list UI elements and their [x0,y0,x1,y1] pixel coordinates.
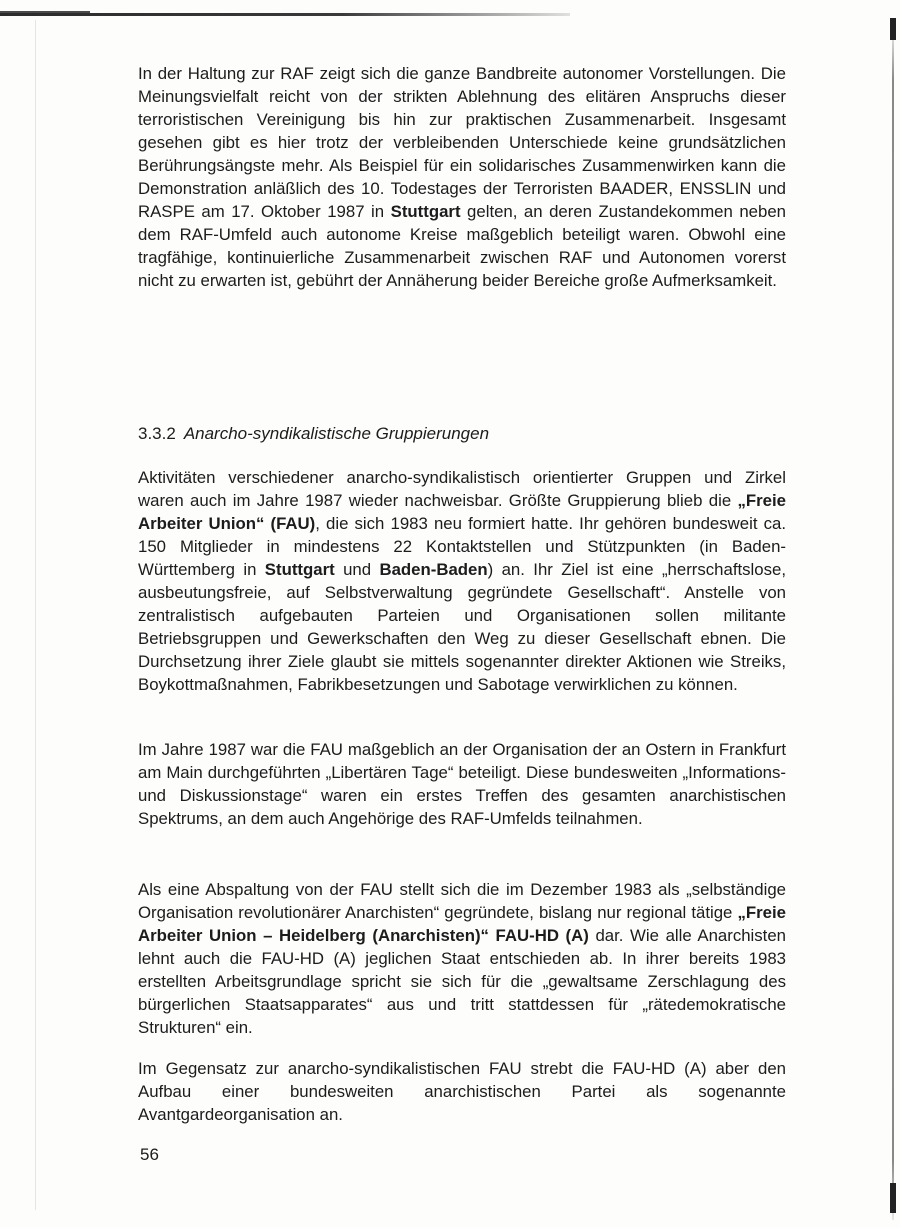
page-number: 56 [140,1145,159,1164]
scan-border-top [0,13,570,16]
bold-place-name: Stuttgart [390,202,461,221]
scan-border-right [892,20,894,1220]
paragraph-text-segment: Aktivitäten verschiedener anarcho-syndikalistisch orientierter Gruppen und Zirkel waren auch im Jahre 1987 wieder nachweisbar. Größte Gruppierung blieb die [138,468,786,510]
paragraph-libertaere-tage: Im Jahre 1987 war die FAU maßgeblich an der Organisation der an Ostern in Frankfurt am Main durchgeführten „Libertären Tage“ beteiligt. Diese bundesweiten „Informations- und Diskussionstage“ waren ein erstes Treffen des gesamten anarchistischen Spektrums, an dem auch Angehörige des RAF-Umfelds teilnahmen. [138,740,786,828]
section-number: 3.3.2 [138,424,176,443]
scan-edge-mark [890,1183,896,1213]
bold-organization-name: „Freie Arbeiter Union – Heidelberg (Anarchisten)“ FAU-HD (A) [138,903,786,945]
paragraph-fau [138,466,786,696]
paragraph-fau-hd [138,878,786,1039]
section-heading [138,422,489,445]
bold-place-name: Stuttgart [264,560,335,579]
paragraph-text-segment: Als eine Abspaltung von der FAU stellt sich die im Dezember 1983 als „selbständige Organisation revolutionärer Anarchisten“ gegründete, bislang nur regional tätige [138,880,786,922]
paragraph-text-segment: gelten, an deren Zustandekommen neben dem RAF-Umfeld auch autonome Kreise maßgeblich beteiligt waren. Obwohl eine tragfähige, kontinuierliche Zusammenarbeit zwischen RAF und Autonomen vorerst nicht zu erwarten ist, gebührt der Annäherung beider Bereiche große Aufmerksamkeit. [138,202,786,290]
bold-organization-name: „Freie Arbeiter Union“ (FAU) [138,491,786,533]
paragraph-text-segment: dar. Wie alle Anarchisten lehnt auch die FAU-HD (A) jeglichen Staat entschieden ab. In ihrer bereits 1983 erstellten Arbeitsgrundlage spricht sie sich für die „gewaltsame Zerschlagung des bürgerlichen Staatsapparates“ aus und tritt stattdessen für „rätedemokratische Strukturen“ ein. [138,926,786,1037]
section-title: Anarcho-syndikalistische Gruppierungen [183,424,490,443]
paragraph-avantgarde: Im Gegensatz zur anarcho-syndikalistischen FAU strebt die FAU-HD (A) aber den Aufbau einer bundesweiten anarchistischen Partei als sogenannte Avantgardeorganisation an. [138,1059,786,1124]
bold-place-name: Baden-Baden [379,560,488,579]
scan-border-left [35,20,36,1210]
paragraph-text [138,62,786,292]
paragraph-text-segment: ) an. Ihr Ziel ist eine „herrschaftslose, ausbeutungsfreie, auf Selbstverwaltung gegründete Gesellschaft“. Anstelle von zentralistisch aufgebauten Parteien und Organisationen sollen militante Betriebsgruppen und Gewerkschaften den Weg zu dieser Gesellschaft ebnen. Die Durchsetzung ihrer Ziele glaubt sie mittels sogenannter direkter Aktionen wie Streiks, Boykottmaßnahmen, Fabrikbesetzungen und Sabotage verwirklichen zu können. [138,560,786,694]
paragraph-text-segment: In der Haltung zur RAF zeigt sich die ganze Bandbreite autonomer Vorstellungen. Die Meinungsvielfalt reicht von der strikten Ablehnung des elitären Anspruchs dieser terroristischen Vereinigung bis hin zur praktischen Zusammenarbeit. Insgesamt gesehen gibt es hier trotz der verbleibenden Unterschiede keine grundsätzlichen Berührungsängste mehr. Als Beispiel für ein solidarisches Zusammenwirken kann die Demonstration anläßlich des 10. Todestages der Terroristen BAADER, ENSSLIN und RASPE am 17. Oktober 1987 in [138,64,786,221]
paragraph-text-segment: und [334,560,380,579]
paragraph-raf [138,62,786,292]
scan-edge-mark [890,18,896,40]
paragraph-text-segment: , die sich 1983 neu formiert hatte. Ihr gehören bundesweit ca. 150 Mitglieder in mindestens 22 Kontaktstellen und Stützpunkten (in Baden-Württemberg in [138,514,786,579]
